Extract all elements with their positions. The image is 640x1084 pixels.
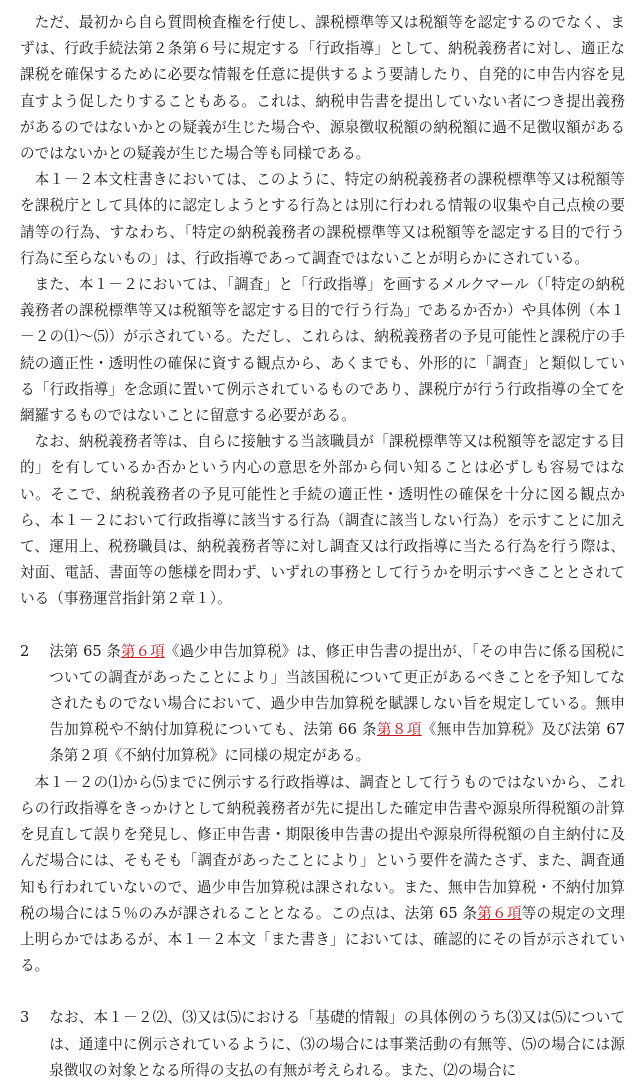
item-number: 3 [20,1009,30,1027]
text-run: 《無申告加算税》及び法第 67 条第２項《不納付加算税》に同様の規定がある。 [49,721,625,765]
paragraph: なお、納税義務者等は、自らに接触する当該職員が「課税標準等又は税額等を認定する目的」を有しているか否かという内心の意思を外部から伺い知ることは必ずしも容易ではない。そこで、納税義務者の予見可能性と手続の適正性・透明性の確保を十分に図る観点から、本１－２において行政指導に該当する行為（調査に該当しない行為）を示すことに加えて、運用上、税務職員は、納税義務者等に対し調査又は行政指導に当たる行為を行う際は、対面、電話、書面等の態様を問わず、いずれの事務として行うかを明示すべきこととされている（事務運営指針第２章１）。 [20,433,625,608]
section-gap [20,979,625,1005]
item-3 [20,1005,625,1084]
text-run: 等の規定の文理上明らかではあるが、本１－２本文「また書き」においては、確認的にその旨が示されている。 [20,904,625,975]
paragraph [20,770,625,980]
paragraph: また、本１－２においては、「調査」と「行政指導」を画するメルクマール（「特定の納税義務者の課税標準等又は税額等を認定する目的で行う行為」であるか否か）や具体例（本１－２の⑴～⑸）が示されている。ただし、これらは、納税義務者の予見可能性と課税庁の手続の適正性・透明性の確保に資する観点から、あくまでも、外形的に「調査」と類似している「行政指導」を念頭に置いて例示されているものであり、課税庁が行う行政指導の全てを網羅するものではないことに留意する必要がある。 [20,276,625,425]
section-gap [20,613,625,639]
item-2 [20,639,625,770]
text-run: 本１－２の⑴から⑸までに例示する行政指導は、調査として行うものではないから、これらの行政指導をきっかけとして納税義務者が先に提出した確定申告書や源泉所得税額の計算を見直して誤りを発見し、修正申告書・期限後申告書の提出や源泉所得税額の自主納付に及んだ場合には、そもそも「調査があったことにより」という要件を満たさず、また、調査通知も行われていないので、過少申告加算税は課されない。また、無申告加算税・不納付加算税の場合には５％のみが課されることとなる。この点は、法第 65 条 [20,773,625,922]
text-run: 《過少申告加算税》は、修正申告書の提出が、「その申告に係る国税についての調査があったことにより」当該国税について更正があるべきことを予知してなされたものでない場合において、過少申告加算税を賦課しない旨を規定している。無申告加算税や不納付加算税についても、法第 66 条 [49,642,625,739]
article-link[interactable]: 第６項 [120,642,165,660]
document-body [20,10,625,1084]
article-link[interactable]: 第８項 [376,721,422,739]
paragraph: なお、本１－２⑵、⑶又は⑸における「基礎的情報」の具体例のうち⑶又は⑸については、通達中に例示されているように、⑶の場合には事業活動の有無等、⑸の場合には源泉徴収の対象となる所得の支払の有無が考えられる。また、⑵の場合に [49,1009,625,1079]
item-body [49,639,625,770]
paragraph: 本１－２本文柱書きにおいては、このように、特定の納税義務者の課税標準等又は税額等を課税庁として具体的に認定しようとする行為とは別に行われる情報の収集や自己点検の要請等の行為、すなわち、「特定の納税義務者の課税標準等又は税額等を認定する目的で行う行為に至らないもの」は、行政指導であって調査ではないことが明らかにされている。 [20,171,625,267]
item-number: 2 [20,642,30,660]
article-link[interactable]: 第６項 [477,904,522,922]
text-run: 法第 65 条 [49,642,121,660]
item-body [49,1005,625,1084]
paragraph: ただ、最初から自ら質問検査権を行使し、課税標準等又は税額等を認定するのでなく、まずは、行政手続法第２条第６号に規定する「行政指導」として、納税義務者に対し、適正な課税を確保するために必要な情報を任意に提供するよう要請したり、自発的に申告内容を見直すよう促したりすることもある。これは、納税申告書を提出していない者につき提出義務があるのではないかとの疑義が生じた場合や、源泉徴収税額の納税額に過不足徴収額があるのではないかとの疑義が生じた場合等も同様である。 [20,14,625,163]
paragraph [49,639,625,770]
